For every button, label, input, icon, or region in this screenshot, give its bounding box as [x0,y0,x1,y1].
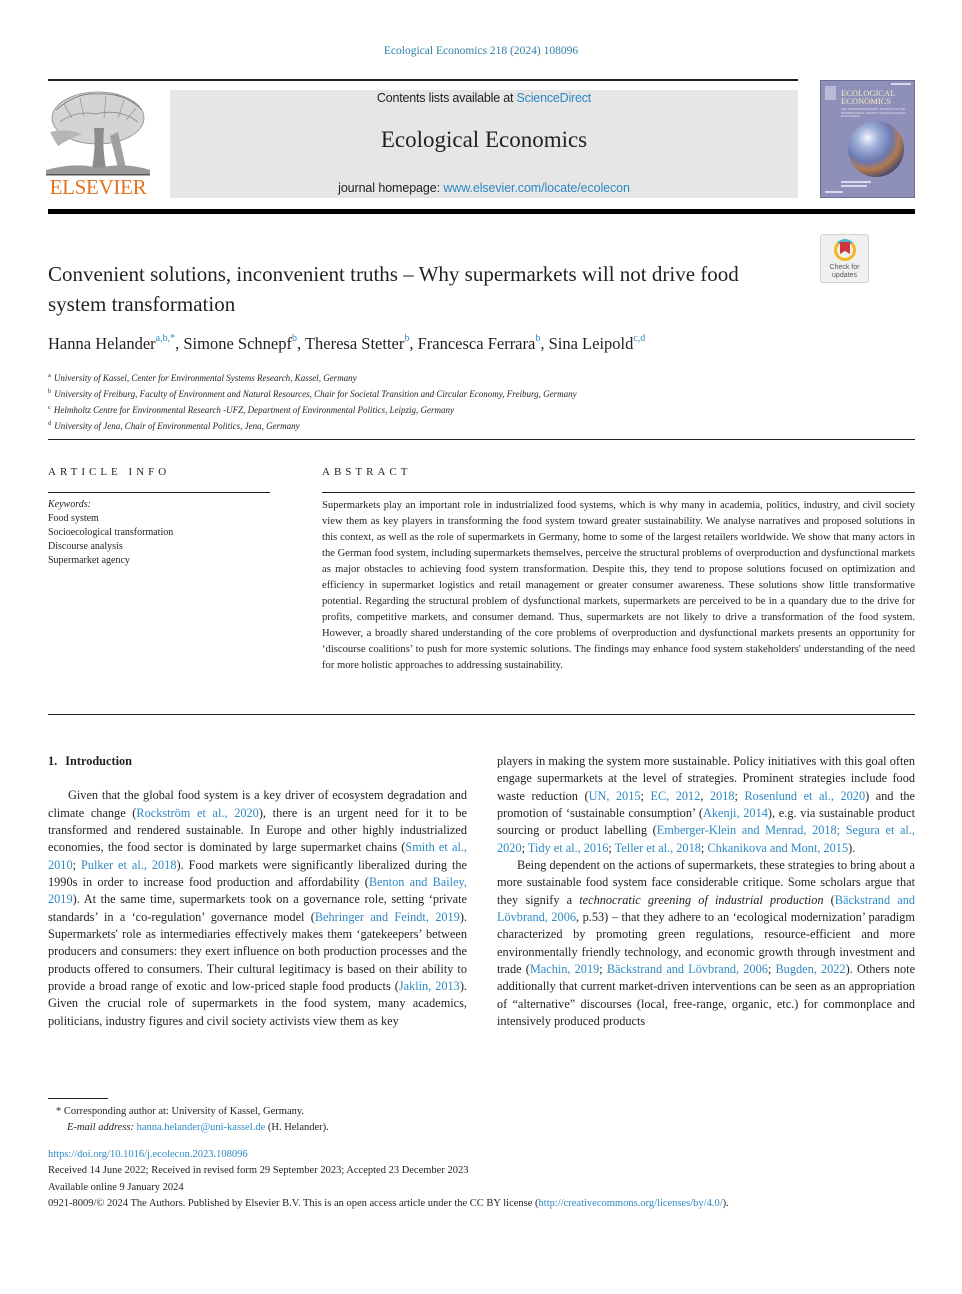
affiliation: $^d$ University of Jena, Chair of Environmental Politics, Jena, Germany [48,420,300,431]
citation-link[interactable]: Teller et al., 2018 [614,840,701,855]
affiliation: $^c$ Helmholtz Centre for Environmental Research -UFZ, Department of Environmental Politics, Leipzig, Germany [48,404,454,415]
journal-reference[interactable]: Ecological Economics 218 (2024) 108096 [383,45,579,57]
keyword: Discourse analysis [48,541,123,552]
cover-subtitle: THE TRANSDISCIPLINARY JOURNAL OF THE INTERNATIONAL SOCIETY FOR ECOLOGICAL ECONOMICS [841,107,907,118]
journal-cover-image[interactable] [820,80,915,198]
globe-icon [848,121,904,177]
cover-editor-line [841,185,867,187]
body-column-left [48,753,467,1030]
author-email-link[interactable]: hanna.helander@uni-kassel.de [136,1122,266,1133]
paragraph: Being dependent on the actions of supermarkets, these strategies to bring about a more sustainable food system face considerable critique. Some scholars argue that they signify a technocratic greening of industrial production (Bäckstrand and Lövbrand, 2006, p.53) – that they adhere to an ‘ecological modernization’ paradigm characterized by promoting green regulations, resource-efficient and more environmentally friendly technology, and economic growth through investment and trade (Machin, 2019; Bäckstrand and Lövbrand, 2006; Bugden, 2022). Others note additionally that current market-driven interventions can be seen as an appropriation of “alternative” discourses (local, free-range, organic, etc.) for commonplace and intensively produced products [497,858,916,1029]
citation-link[interactable]: Rosenlund et al., 2020 [744,788,866,803]
citation-link[interactable]: Rockström et al., 2020 [136,805,259,820]
citation-link[interactable]: Pulker et al., 2018 [80,857,177,872]
journal-banner [170,90,798,198]
header-rule [48,79,798,81]
corresponding-author-footnote: * Corresponding author at: University of Kassel, Germany. E-mail address: hanna.helander@uni-kassel.de (H. Helander). [56,1106,329,1133]
footnote-rule [48,1098,108,1099]
citation-link[interactable]: Bäckstrand and Lövbrand, 2006 [497,892,916,925]
received-dates: Received 14 June 2022; Received in revised form 29 September 2023; Accepted 23 December 2023 [48,1165,469,1177]
title-block-rule [48,439,915,440]
crossmark-label: Check for updates [829,264,860,279]
author[interactable]: Hanna Helander$^{a,b,*}$ [48,332,176,353]
abstract-heading: ABSTRACT [322,466,412,478]
citation-link[interactable]: 2018 [709,788,735,803]
journal-title: Ecological Economics [380,127,588,152]
author-affiliation-marks[interactable]: b [404,332,410,344]
citation-link[interactable]: UN, 2015 [588,788,641,803]
keywords-label: Keywords: [48,499,91,510]
citation-link[interactable]: Bäckstrand and Lövbrand, 2006 [606,962,768,977]
affiliation: $^b$ University of Freiburg, Faculty of Environment and Natural Resources, Chair for Societal Transition and Circular Economy, Freiburg, Germany [48,388,577,399]
article-metadata [48,1147,918,1212]
citation-link[interactable]: Tidy et al., 2016 [527,840,609,855]
keywords-block [48,498,268,568]
author-list: Hanna Helander$^{a,b,*}$, Simone Schnepf$^b$, Theresa Stetter$^b$, Francesca Ferrara$^b$, Sina Leipold$^{c,d}$ [48,332,646,353]
citation-link[interactable]: Smith et al., 2010 [48,840,468,872]
journal-homepage-link[interactable]: www.elsevier.com/locate/ecolecon [443,181,630,195]
keyword: Socioecological transformation [48,527,174,538]
available-online: Available online 9 January 2024 [48,1181,184,1193]
author[interactable]: Simone Schnepf$^b$ [183,332,297,353]
abstract-rule [322,492,915,493]
keyword: Supermarket agency [48,555,130,566]
section-heading-introduction: 1. Introduction [48,754,132,768]
affiliations [48,369,908,433]
author-affiliation-marks[interactable]: b [535,332,541,344]
license-link[interactable]: http://creativecommons.org/licenses/by/4.0/ [538,1197,723,1209]
keyword: Food system [48,513,99,524]
citation-link[interactable]: Emberger-Klein and Menrad, 2018; Segura et al., 2020 [497,823,915,855]
citation-link[interactable]: Behringer and Feindt, 2019 [314,909,460,924]
article-info-rule [48,492,270,493]
citation-link[interactable]: Machin, 2019 [529,962,600,977]
author-affiliation-marks[interactable]: c,d [633,332,646,344]
cover-elsevier-icon [825,86,836,100]
affiliation: $^a$ University of Kassel, Center for Environmental Systems Research, Kassel, Germany [48,372,357,383]
citation-link[interactable]: Chkanikova and Mont, 2015 [707,840,849,855]
cover-issn-mark [891,83,911,85]
license-line: 0921-8009/© 2024 The Authors. Published by Elsevier B.V. This is an open access article under the CC BY license (http://creativecommons.org/licenses/by/4.0/). [48,1197,729,1209]
journal-homepage-line: journal homepage: www.elsevier.com/locate/ecolecon [338,181,630,195]
contents-line: Contents lists available at ScienceDirect [376,91,592,105]
author-affiliation-marks[interactable]: a,b,* [155,332,176,344]
cover-editor-line [841,181,871,183]
citation-link[interactable]: Akenji, 2014 [703,806,768,821]
elsevier-logo[interactable] [46,88,150,200]
article-info-heading: ARTICLE INFO [48,466,171,478]
cover-title: ECOLOGICAL ECONOMICS [841,88,896,106]
paragraph: Given that the global food system is a key driver of ecosystem degradation and climate change (Rockström et al., 2020), there is an urgent need for it to be transformed and rendered sustainable. In Europe and other highly industrialized economies, the food sector is dominated by large supermarket chains (Smith et al., 2010; Pulker et al., 2018). Food markets were significantly liberalized during the 1990s in order to increase food production and affordability (Benton and Bailey, 2019). At the same time, supermarkets took on a governance role, setting ‘private standards’ in a ‘co-regulation’ governance model (Behringer and Feindt, 2019). Supermarkets' role as intermediaries effectively makes them ‘gatekeepers’ between producers and consumers: they exert influence on both production processes and the products offered to consumers. Their cultural legitimacy is based on their ability to provide a broad range of exotic and low-priced staple food products (Jaklin, 2013). Given the crucial role of supermarkets in the food system, many academics, politicians, industry figures and civil society activists view them as key [48,788,468,1028]
abstract-end-rule [48,714,915,715]
citation-link[interactable]: EC, 2012 [650,788,701,803]
abstract-text: Supermarkets play an important role in industrialized food systems, which is why many in academia, politics, industry, and civil society view them as key players in transforming the food system toward greater sustainability. We analyse narratives and proposed solutions in this context, as well as the role of supermarkets in Germany, home to some of the largest retailers worldwide. We show that many actors in the German food system, including supermarkets themselves, perceive the structural problems of overproduction and dysfunctional markets as major obstacles to achieving food system transformation. Despite this, they tend to propose solutions focused on optimization and efficiency in supermarket logistics and retail management or greater consumer awareness. These solutions show little transformative potential. Regarding the structural problem of dysfunctional markets, supermarkets are perceived to be in a quandary due to the drive for profits, competitive markets, and consumer demand. Thus, supermarkets are not likely to drive a transformation of the food system. However, a broadly shared understanding of the core problems of overproduction and dysfunctional markets presents an opportunity for ‘discourse coalitions’ to push for more systemic solutions. The findings may enhance food system stakeholders' understanding of the need for more holistic approaches to addressing sustainability. [322,500,915,671]
citation-link[interactable]: Bugden, 2022 [775,962,846,977]
doi-link[interactable]: https://doi.org/10.1016/j.ecolecon.2023.108096 [48,1149,248,1160]
citation-link[interactable]: Benton and Bailey, 2019 [48,875,467,907]
header-thick-rule [48,209,915,214]
citation-link[interactable]: Jaklin, 2013 [398,979,460,994]
sciencedirect-link[interactable]: ScienceDirect [516,91,592,105]
author[interactable]: Theresa Stetter$^b$ [304,332,410,353]
author[interactable]: Sina Leipold$^{c,d}$ [548,332,646,353]
body-column-right [497,753,915,1031]
author[interactable]: Francesca Ferrara$^b$ [417,332,541,353]
article-title: Convenient solutions, inconvenient truths – Why supermarkets will not drive food system transformation [48,262,739,316]
cover-footer-mark [825,191,843,193]
check-for-updates-button[interactable] [820,234,869,283]
elsevier-wordmark: ELSEVIER [49,175,147,199]
elsevier-tree-icon [46,88,150,176]
paragraph: players in making the system more sustainable. Policy initiatives with this goal often engage supermarkets at the level of strategies. Prominent strategies include food waste reduction (UN, 2015; EC, 2012, 2018; Rosenlund et al., 2020) and the promotion of ‘sustainable consumption’ (Akenji, 2014), e.g. via sustainable product sourcing or product labelling (Emberger-Klein and Menrad, 2018; Segura et al., 2020; Tidy et al., 2016; Teller et al., 2018; Chkanikova and Mont, 2015). [497,754,916,855]
emphasis: technocratic greening of industrial production [579,892,824,907]
author-affiliation-marks[interactable]: b [291,332,297,344]
